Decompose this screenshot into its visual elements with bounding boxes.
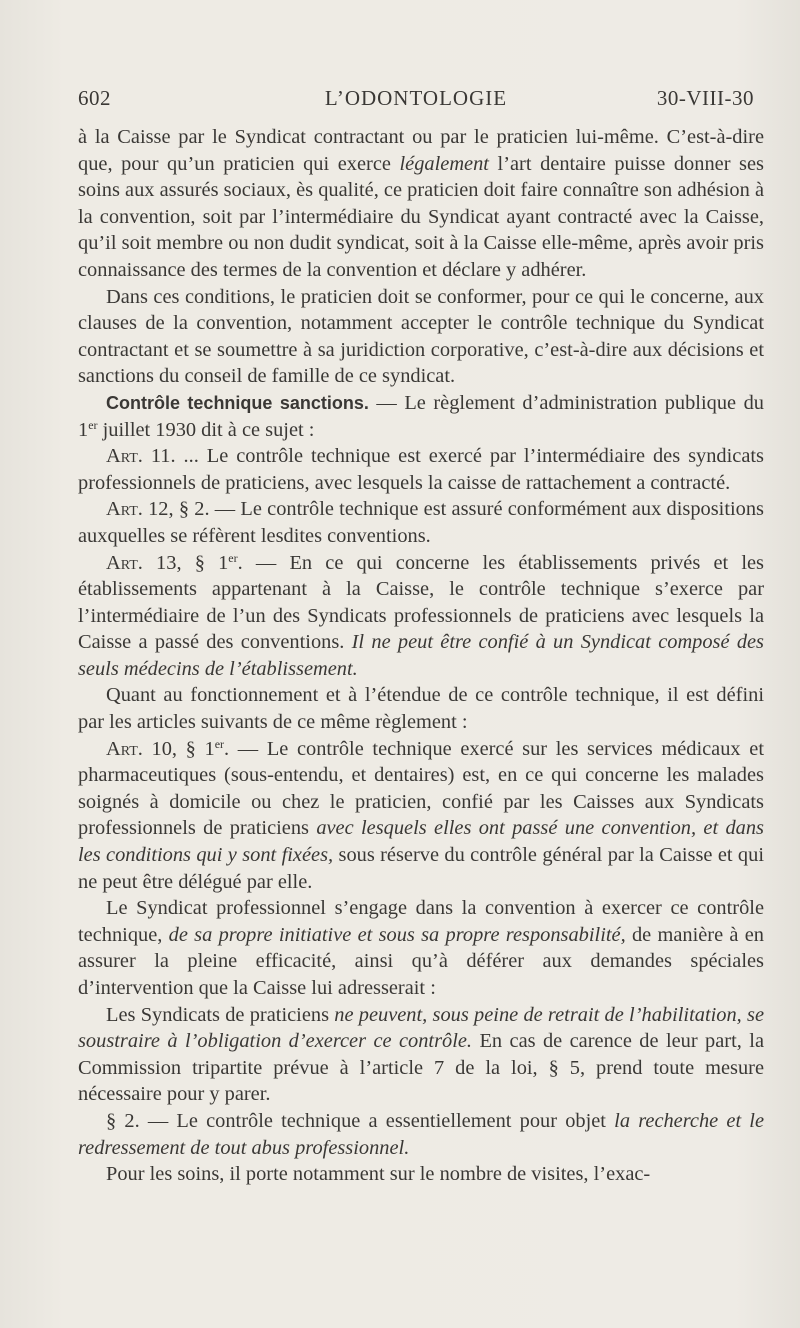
paragraph xyxy=(78,496,764,549)
text-run: juillet 1930 dit à ce sujet : xyxy=(97,418,315,441)
text-run: Pour les soins, il porte notamment sur le nombre de visites, l’exac- xyxy=(106,1163,651,1186)
paragraph xyxy=(78,124,764,284)
article-label: Art xyxy=(106,551,138,574)
text-run: Dans ces conditions, le praticien doit se conformer, pour ce qui le concerne, aux clauses de la convention, notamment accepter le contrôle technique du Syndicat contractant et se soumettre à sa juridiction corporative, c’est-à-dire aux décisions et sanctions du conseil de famille de ce syndicat. xyxy=(78,285,764,388)
paragraph xyxy=(78,284,764,390)
italic-run: Il ne peut être confié à un Syndicat composé des seuls médecins de l’établissement. xyxy=(78,631,764,680)
italic-run: ne peuvent, sous peine de retrait de l’habilitation, se soustraire à l’obligation d’exercer ce contrôle. xyxy=(78,1003,764,1053)
article-label: Art xyxy=(106,445,138,468)
paragraph xyxy=(78,1161,764,1188)
journal-title: L’ODONTOLOGIE xyxy=(324,86,508,110)
italic-run: de sa propre initiative et sous sa propre responsabilité, xyxy=(168,923,626,946)
text-run: Le Syndicat professionnel s’engage dans la convention à exercer ce contrôle technique, xyxy=(78,897,764,946)
italic-run: légalement xyxy=(399,152,489,175)
text-run: Les Syndicats de praticiens xyxy=(106,1003,335,1026)
text-run: . 10, § 1 xyxy=(137,737,215,760)
superscript: er xyxy=(88,417,98,432)
paragraph xyxy=(78,1108,764,1161)
article-label: Art xyxy=(106,737,138,760)
paragraph xyxy=(78,550,764,683)
text-run: En cas de carence de leur part, la Commission tripartite prévue à l’article 7 de la loi, § 5, prend toute mesure nécessaire pour y parer. xyxy=(78,1030,764,1106)
italic-run: la recherche et le redressement de tout abus professionnel. xyxy=(78,1109,765,1159)
text-run: . 11. ... Le contrôle technique est exercé par l’intermédiaire des syndicats professionnels de praticiens, avec lesquels la caisse de rattachement a contracté. xyxy=(78,445,764,494)
text-run: . 12, § 2. — Le contrôle technique est assuré conformément aux dispositions auxquelles se réfèrent lesdites conventions. xyxy=(78,498,764,547)
text-run: § 2. — Le contrôle technique a essentiellement pour objet xyxy=(106,1109,615,1132)
paragraph xyxy=(78,390,764,443)
text-run: sous réserve du contrôle général par la Caisse et qui ne peut être délégué par elle. xyxy=(78,844,764,893)
italic-run: avec lesquels elles ont passé une convention, et dans les conditions qui y sont fixées, xyxy=(78,817,764,867)
page-number: 602 xyxy=(78,86,111,110)
text-run: . 13, § 1 xyxy=(137,551,229,574)
text-run: l’art dentaire puisse donner ses soins aux assurés sociaux, ès qualité, ce praticien doit faire connaître son adhésion à la convention, soit par l’intermédiaire du Syndicat ayant contracté avec la Caisse, qu’il soit membre ou non dudit syndicat, soit à la Caisse elle-même, après avoir pris connaissance des termes de la convention et déclare y adhérer. xyxy=(78,152,764,281)
article-label: Art xyxy=(106,498,138,521)
text-run: de manière à en assurer la pleine efficacité, ainsi qu’à déférer aux demandes spéciales d’intervention que la Caisse lui adresserait : xyxy=(78,923,764,999)
paragraph xyxy=(78,443,764,496)
paragraph xyxy=(78,1002,764,1108)
superscript: er xyxy=(214,736,225,751)
text-run: . — En ce qui concerne les établissements privés et les établissements appartenant à la Caisse, le contrôle technique s’exerce par l’intermédiaire de l’un des Syndicats professionnels de praticiens avec lesquels la Caisse a passé des conventions. xyxy=(78,551,764,654)
text-run: . — Le contrôle technique exercé sur les services médicaux et pharmaceutiques (sous-entendu, et dentaires) est, en ce qui concerne les malades soignés à domicile ou chez le praticien, confié par les Caisses aux Syndicats professionnels de praticiens xyxy=(78,737,764,840)
body-text xyxy=(78,124,764,1188)
superscript: er xyxy=(228,550,238,565)
text-run: — Le règlement d’administration publique du 1 xyxy=(78,391,764,441)
paragraph xyxy=(78,736,764,896)
section-heading: Contrôle technique sanctions. xyxy=(106,392,369,413)
paragraph xyxy=(78,682,764,735)
text-run: Quant au fonctionnement et à l’étendue de ce contrôle technique, il est défini par les articles suivants de ce même règlement : xyxy=(78,684,764,734)
running-header xyxy=(78,86,754,116)
paragraph xyxy=(78,895,764,1001)
issue-date: 30-VIII-30 xyxy=(656,86,754,110)
text-run: à la Caisse par le Syndicat contractant ou par le praticien lui-même. C’est-à-dire que, pour qu’un praticien qui exerce xyxy=(78,126,764,175)
